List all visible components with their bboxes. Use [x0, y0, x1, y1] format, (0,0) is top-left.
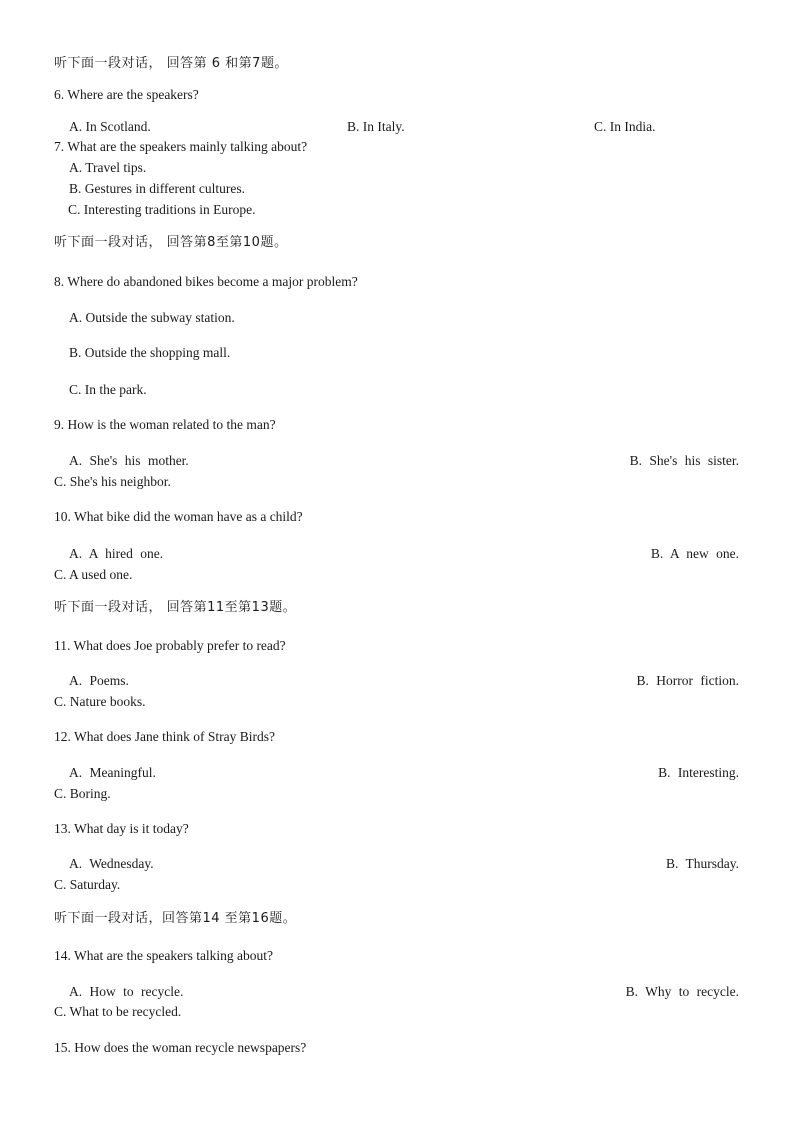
question-8-option-b: B. Outside the shopping mall.	[69, 345, 231, 360]
question-6-stem: 6. Where are the speakers?	[54, 87, 199, 102]
section-heading-4: 听下面一段对话，回答第14 至第16题。	[54, 911, 297, 926]
question-13-stem: 13. What day is it today?	[54, 821, 189, 836]
question-6-option-a: A. In Scotland.	[69, 119, 151, 134]
question-7-stem: 7. What are the speakers mainly talking about?	[54, 139, 308, 154]
question-10-stem: 10. What bike did the woman have as a child?	[54, 509, 303, 524]
question-11-option-a: A. Poems.	[69, 673, 129, 688]
question-6-option-c: C. In India.	[594, 119, 656, 134]
question-7-option-a: A. Travel tips.	[69, 160, 147, 175]
question-13-option-c: C. Saturday.	[54, 877, 121, 892]
section-heading-3: 听下面一段对话， 回答第11至第13题。	[54, 600, 297, 615]
question-12-option-c: C. Boring.	[54, 786, 111, 801]
question-10-option-b: B. A new one.	[650, 546, 739, 561]
question-14-stem: 14. What are the speakers talking about?	[54, 948, 274, 963]
question-9-option-a: A. She's his mother.	[69, 453, 189, 468]
question-12-stem: 12. What does Jane think of Stray Birds?	[54, 729, 275, 744]
section-heading-1: 听下面一段对话， 回答第 6 和第7题。	[54, 56, 288, 71]
question-9-option-c: C. She's his neighbor.	[54, 474, 171, 489]
question-14-option-c: C. What to be recycled.	[54, 1004, 182, 1019]
question-7-option-b: B. Gestures in different cultures.	[69, 181, 245, 196]
question-13-option-b: B. Thursday.	[666, 856, 739, 871]
question-12-option-b: B. Interesting.	[658, 765, 739, 780]
question-8-stem: 8. Where do abandoned bikes become a major problem?	[54, 274, 358, 289]
question-7-option-c: C. Interesting traditions in Europe.	[68, 202, 256, 217]
question-11-option-c: C. Nature books.	[54, 694, 146, 709]
section-heading-2: 听下面一段对话， 回答第8至第10题。	[54, 235, 288, 250]
question-10-option-c: C. A used one.	[54, 567, 133, 582]
question-9-option-b: B. She's his sister.	[629, 453, 739, 468]
question-15-stem: 15. How does the woman recycle newspapers?	[54, 1040, 307, 1055]
question-13-option-a: A. Wednesday.	[69, 856, 154, 871]
question-6-option-b: B. In Italy.	[347, 119, 405, 134]
question-11-stem: 11. What does Joe probably prefer to read?	[54, 638, 286, 653]
question-11-option-b: B. Horror fiction.	[636, 673, 739, 688]
question-14-option-a: A. How to recycle.	[69, 984, 184, 999]
question-9-stem: 9. How is the woman related to the man?	[54, 417, 276, 432]
question-12-option-a: A. Meaningful.	[69, 765, 156, 780]
question-8-option-a: A. Outside the subway station.	[69, 310, 235, 325]
question-10-option-a: A. A hired one.	[69, 546, 164, 561]
question-14-option-b: B. Why to recycle.	[625, 984, 739, 999]
question-8-option-c: C. In the park.	[69, 382, 147, 397]
